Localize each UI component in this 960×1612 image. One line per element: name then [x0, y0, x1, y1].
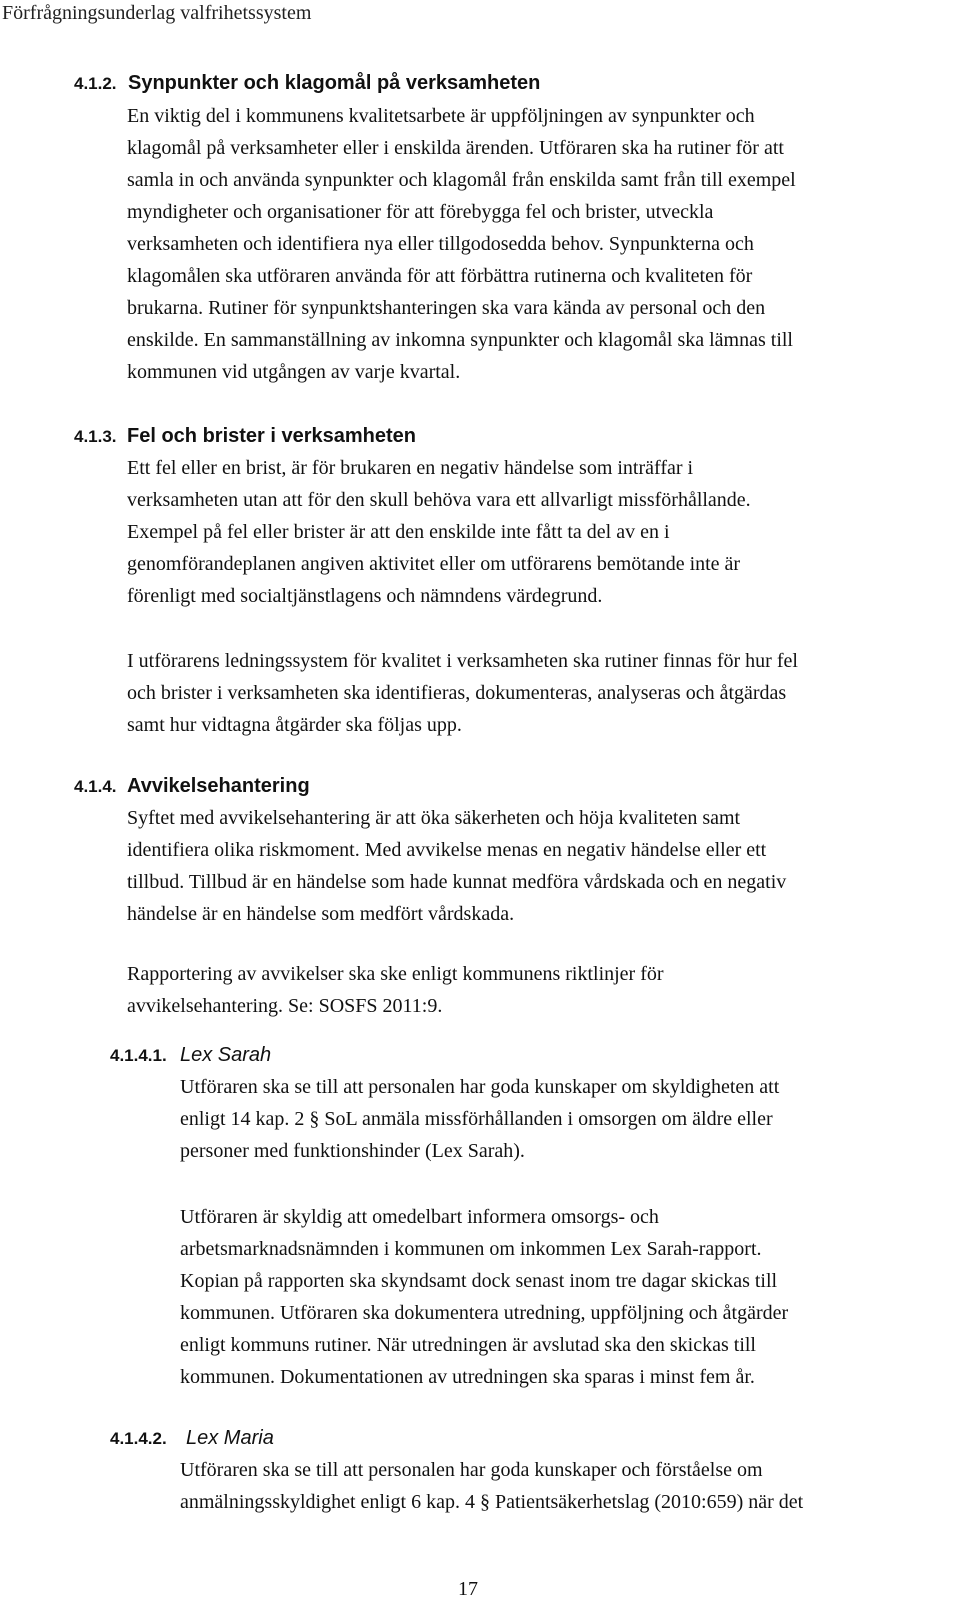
- subsection-number: 4.1.4.2.: [110, 1429, 167, 1448]
- section-title: Fel och brister i verksamheten: [127, 425, 417, 447]
- body-line: Utföraren är skyldig att omedelbart informera omsorgs- och: [180, 1206, 659, 1228]
- body-line: myndigheter och organisationer för att förebygga fel och brister, utveckla: [127, 201, 714, 223]
- body-line: arbetsmarknadsnämnden i kommunen om inkommen Lex Sarah-rapport.: [180, 1238, 762, 1260]
- body-line: identifiera olika riskmoment. Med avvikelse menas en negativ händelse eller ett: [127, 839, 767, 861]
- running-header: Förfrågningsunderlag valfrihetssystem: [2, 2, 312, 24]
- body-line: Rapportering av avvikelser ska ske enligt kommunens riktlinjer för: [127, 963, 664, 985]
- body-line: Utföraren ska se till att personalen har goda kunskaper och förståelse om: [180, 1459, 763, 1481]
- body-line: En viktig del i kommunens kvalitetsarbete är uppföljningen av synpunkter och: [127, 105, 755, 127]
- section-title: Avvikelsehantering: [127, 775, 310, 797]
- body-line: genomförandeplanen angiven aktivitet eller om utförarens bemötande inte är: [127, 553, 741, 575]
- body-line: förenligt med socialtjänstlagens och nämndens värdegrund.: [127, 585, 603, 607]
- body-line: Utföraren ska se till att personalen har goda kunskaper om skyldigheten att: [180, 1076, 780, 1098]
- body-line: enligt kommuns rutiner. När utredningen är avslutad ska den skickas till: [180, 1334, 756, 1356]
- subsection-number: 4.1.4.1.: [110, 1046, 167, 1065]
- body-line: I utförarens ledningssystem för kvalitet i verksamheten ska rutiner finnas för hur fel: [127, 650, 798, 672]
- body-line: verksamheten utan att för den skull behöva vara ett allvarligt missförhållande.: [127, 489, 751, 511]
- body-line: verksamheten och identifiera nya eller tillgodosedda behov. Synpunkterna och: [127, 233, 754, 255]
- body-line: samt hur vidtagna åtgärder ska följas upp.: [127, 714, 462, 736]
- body-line: klagomål på verksamheter eller i enskilda ärenden. Utföraren ska ha rutiner för att: [127, 137, 784, 159]
- body-line: enligt 14 kap. 2 § SoL anmäla missförhållanden i omsorgen om äldre eller: [180, 1108, 773, 1130]
- body-line: kommunen. Utföraren ska dokumentera utredning, uppföljning och åtgärder: [180, 1302, 789, 1324]
- body-line: och brister i verksamheten ska identifieras, dokumenteras, analyseras och åtgärdas: [127, 682, 787, 704]
- subsection-title: Lex Sarah: [180, 1044, 272, 1066]
- body-line: samla in och använda synpunkter och klagomål från enskilda samt från till exempel: [127, 169, 796, 191]
- body-line: avvikelsehantering. Se: SOSFS 2011:9.: [127, 995, 443, 1017]
- body-line: personer med funktionshinder (Lex Sarah).: [180, 1140, 525, 1162]
- body-line: kommunen vid utgången av varje kvartal.: [127, 361, 461, 383]
- body-line: anmälningsskyldighet enligt 6 kap. 4 § Patientsäkerhetslag (2010:659) när det: [180, 1491, 804, 1513]
- section-number: 4.1.4.: [74, 777, 117, 796]
- page-number: 17: [458, 1578, 478, 1600]
- body-line: händelse är en händelse som medfört vårdskada.: [127, 903, 515, 925]
- body-line: klagomålen ska utföraren använda för att förbättra rutinerna och kvaliteten för: [127, 265, 753, 287]
- section-number: 4.1.2.: [74, 74, 117, 93]
- body-line: Ett fel eller en brist, är för brukaren en negativ händelse som inträffar i: [127, 457, 694, 479]
- section-title: Synpunkter och klagomål på verksamheten: [128, 72, 541, 94]
- subsection-title: Lex Maria: [186, 1427, 274, 1449]
- body-line: tillbud. Tillbud är en händelse som hade kunnat medföra vårdskada och en negativ: [127, 871, 787, 893]
- body-line: Exempel på fel eller brister är att den enskilde inte fått ta del av en i: [127, 521, 670, 543]
- body-line: Kopian på rapporten ska skyndsamt dock senast inom tre dagar skickas till: [180, 1270, 778, 1292]
- body-line: Syftet med avvikelsehantering är att öka säkerheten och höja kvaliteten samt: [127, 807, 741, 829]
- section-number: 4.1.3.: [74, 427, 117, 446]
- body-line: enskilde. En sammanställning av inkomna synpunkter och klagomål ska lämnas till: [127, 329, 793, 351]
- body-line: kommunen. Dokumentationen av utredningen ska sparas i minst fem år.: [180, 1366, 755, 1388]
- body-line: brukarna. Rutiner för synpunktshanteringen ska vara kända av personal och den: [127, 297, 766, 319]
